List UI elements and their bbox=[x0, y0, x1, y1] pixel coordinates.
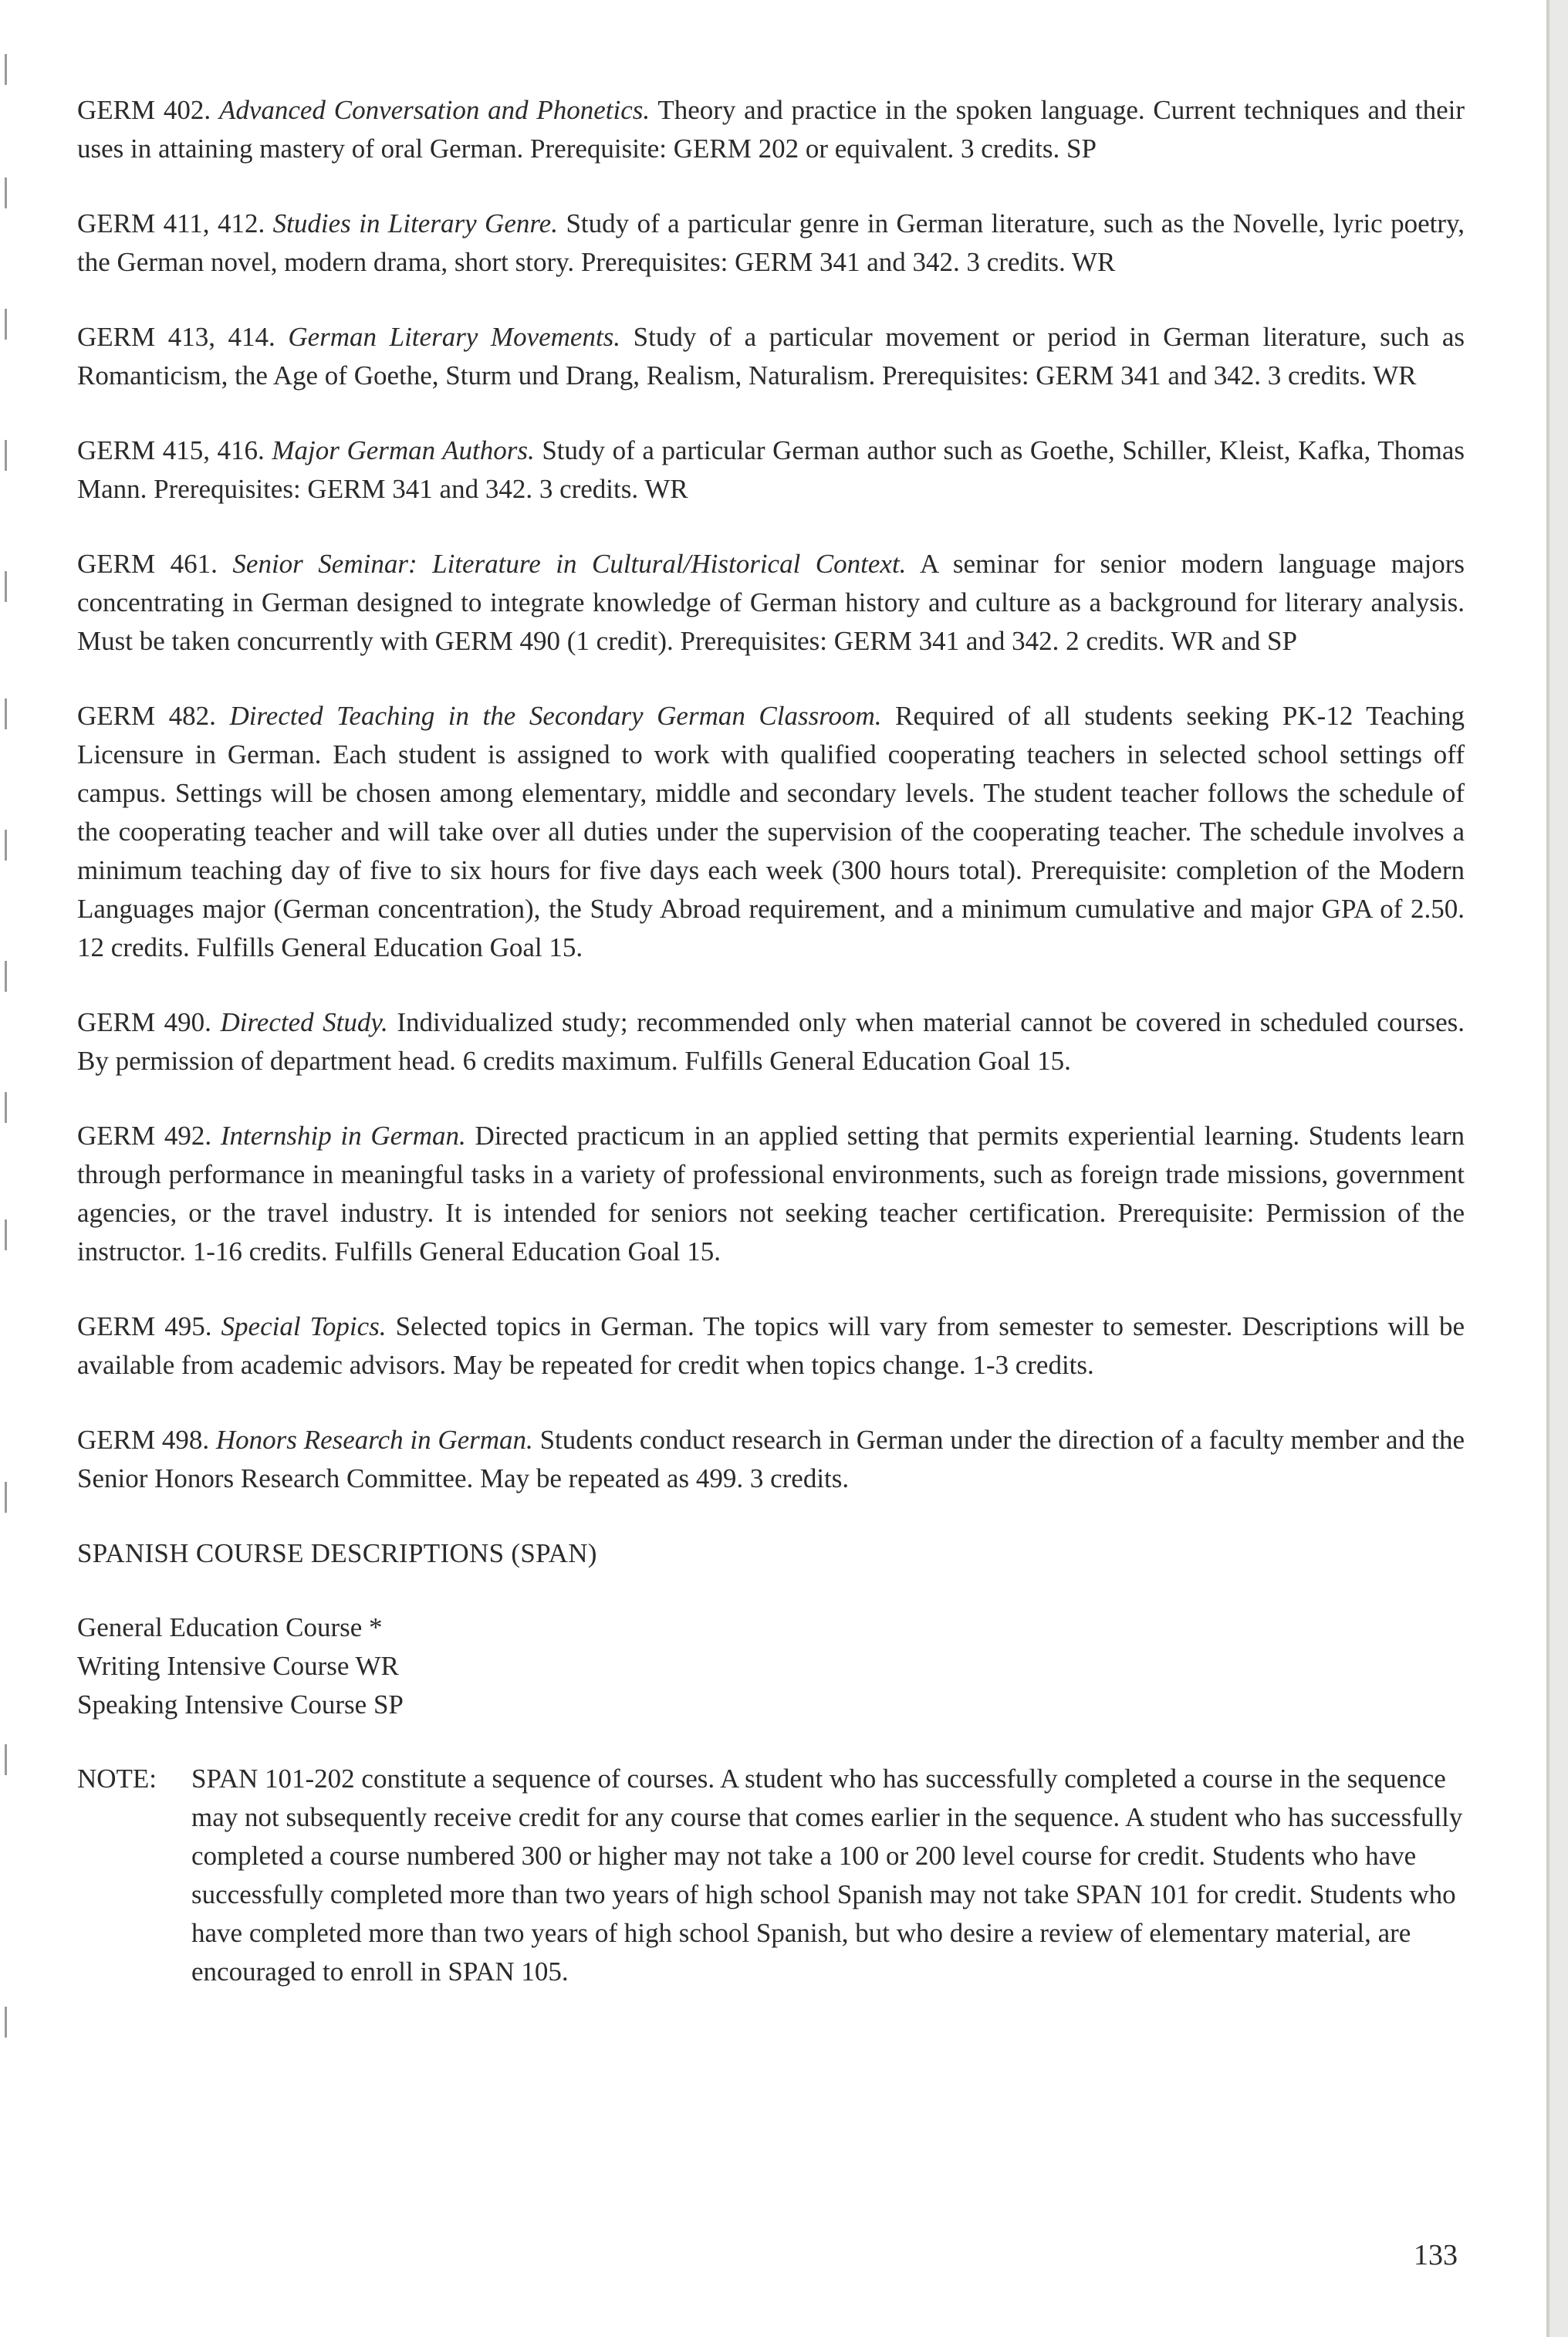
binding-mark bbox=[5, 178, 7, 208]
course-entry-germ-492 bbox=[77, 1117, 1465, 1271]
sequence-note bbox=[77, 1760, 1465, 1991]
binding-mark bbox=[5, 830, 7, 861]
binding-mark bbox=[5, 1219, 7, 1250]
binding-mark bbox=[5, 309, 7, 340]
course-code: GERM 413, 414. bbox=[77, 322, 275, 352]
course-title: Studies in Literary Genre. bbox=[272, 208, 558, 238]
section-heading: SPANISH COURSE DESCRIPTIONS (SPAN) bbox=[77, 1538, 597, 1568]
course-code: GERM 495. bbox=[77, 1311, 212, 1341]
legend-speaking-intensive: Speaking Intensive Course SP bbox=[77, 1689, 404, 1720]
course-legend bbox=[77, 1608, 1465, 1724]
legend-writing-intensive: Writing Intensive Course WR bbox=[77, 1651, 399, 1681]
course-entry-germ-413-414 bbox=[77, 318, 1465, 395]
course-title: Major German Authors. bbox=[272, 435, 535, 465]
course-description: Study of a particular German author such as Goethe, Schiller, Kleist, Kafka, Thomas Mann. Prerequisites: GERM 341 and 342. 3 credits. WR bbox=[77, 435, 1465, 504]
binding-mark bbox=[5, 440, 7, 471]
course-code: GERM 490. bbox=[77, 1007, 211, 1037]
binding-mark bbox=[5, 1482, 7, 1513]
course-description: Students conduct research in German under the direction of a faculty member and the Senior Honors Research Committee. May be repeated as 499. 3 credits. bbox=[77, 1425, 1465, 1493]
binding-mark bbox=[5, 698, 7, 729]
course-code: GERM 415, 416. bbox=[77, 435, 265, 465]
course-code: GERM 461. bbox=[77, 549, 218, 579]
course-title: Advanced Conversation and Phonetics. bbox=[218, 95, 651, 125]
course-entry-germ-498 bbox=[77, 1421, 1465, 1498]
course-title: Directed Teaching in the Secondary German Classroom. bbox=[229, 701, 882, 731]
note-text: SPAN 101-202 constitute a sequence of courses. A student who has successfully completed a course in the sequence may not subsequently receive credit for any course that comes earlier in the sequence. A student who has successfully completed a course numbered 300 or higher may not take a 100 or 200 level course for credit. Students who have successfully completed more than two years of high school Spanish may not take SPAN 101 for credit. Students who have completed more than two years of high school Spanish, but who desire a review of elementary material, are encouraged to enroll in SPAN 105. bbox=[191, 1764, 1463, 1987]
binding-mark bbox=[5, 1092, 7, 1123]
course-description: A seminar for senior modern language majors concentrating in German designed to integrate knowledge of German history and culture as a background for literary analysis. Must be taken concurrently with GERM 490 (1 credit). Prerequisites: GERM 341 and 342. 2 credits. WR and SP bbox=[77, 549, 1465, 656]
page-edge bbox=[1549, 0, 1568, 2337]
course-entry-germ-461 bbox=[77, 545, 1465, 661]
course-title: Internship in German. bbox=[220, 1121, 466, 1151]
course-code: GERM 492. bbox=[77, 1121, 212, 1151]
binding-mark bbox=[5, 961, 7, 992]
course-entry-germ-415-416 bbox=[77, 431, 1465, 509]
binding-mark bbox=[5, 2007, 7, 2038]
binding-mark bbox=[5, 54, 7, 85]
course-description: Selected topics in German. The topics will vary from semester to semester. Descriptions will be available from academic advisors. May be repeated for credit when topics change. 1-3 credits. bbox=[77, 1311, 1465, 1380]
binding-mark bbox=[5, 571, 7, 602]
course-description: Study of a particular genre in German literature, such as the Novelle, lyric poetry, the German novel, modern drama, short story. Prerequisites: GERM 341 and 342. 3 credits. WR bbox=[77, 208, 1465, 277]
course-description: Study of a particular movement or period in German literature, such as Romanticism, the Age of Goethe, Sturm und Drang, Realism, Naturalism. Prerequisites: GERM 341 and 342. 3 credits. WR bbox=[77, 322, 1465, 391]
course-descriptions bbox=[77, 91, 1465, 1991]
course-description: Required of all students seeking PK-12 Teaching Licensure in German. Each student is assigned to work with qualified cooperating teachers in selected school settings off campus. Settings will be chosen among elementary, middle and secondary levels. The student teacher follows the schedule of the cooperating teacher and will take over all duties under the supervision of the cooperating teacher. The schedule involves a minimum teaching day of five to six hours for five days each week (300 hours total). Prerequisite: completion of the Modern Languages major (German concentration), the Study Abroad requirement, and a minimum cumulative and major GPA of 2.50. 12 credits. Fulfills General Education Goal 15. bbox=[77, 701, 1465, 962]
course-title: Directed Study. bbox=[220, 1007, 388, 1037]
course-entry-germ-411-412 bbox=[77, 205, 1465, 282]
course-description: Theory and practice in the spoken language. Current techniques and their uses in attaining mastery of oral German. Prerequisite: GERM 202 or equivalent. 3 credits. SP bbox=[77, 95, 1465, 164]
course-entry-germ-495 bbox=[77, 1307, 1465, 1385]
course-code: GERM 411, 412. bbox=[77, 208, 265, 238]
course-entry-germ-482 bbox=[77, 697, 1465, 967]
course-title: Special Topics. bbox=[221, 1311, 387, 1341]
page-number: 133 bbox=[1414, 2239, 1458, 2271]
course-code: GERM 498. bbox=[77, 1425, 210, 1455]
course-title: Senior Seminar: Literature in Cultural/Historical Context. bbox=[232, 549, 907, 579]
course-code: GERM 482. bbox=[77, 701, 216, 731]
course-title: Honors Research in German. bbox=[215, 1425, 533, 1455]
course-entry-germ-490 bbox=[77, 1003, 1465, 1081]
course-entry-germ-402 bbox=[77, 91, 1465, 168]
course-title: German Literary Movements. bbox=[288, 322, 621, 352]
course-code: GERM 402. bbox=[77, 95, 211, 125]
course-description: Individualized study; recommended only when material cannot be covered in scheduled courses. By permission of department head. 6 credits maximum. Fulfills General Education Goal 15. bbox=[77, 1007, 1465, 1076]
note-label: NOTE: bbox=[77, 1764, 157, 1794]
course-description: Directed practicum in an applied setting that permits experiential learning. Students learn through performance in meaningful tasks in a variety of professional environments, such as foreign trade missions, government agencies, or the travel industry. It is intended for seniors not seeking teacher certification. Prerequisite: Permission of the instructor. 1-16 credits. Fulfills General Education Goal 15. bbox=[77, 1121, 1465, 1267]
binding-mark bbox=[5, 1744, 7, 1775]
legend-general-education: General Education Course * bbox=[77, 1612, 383, 1642]
